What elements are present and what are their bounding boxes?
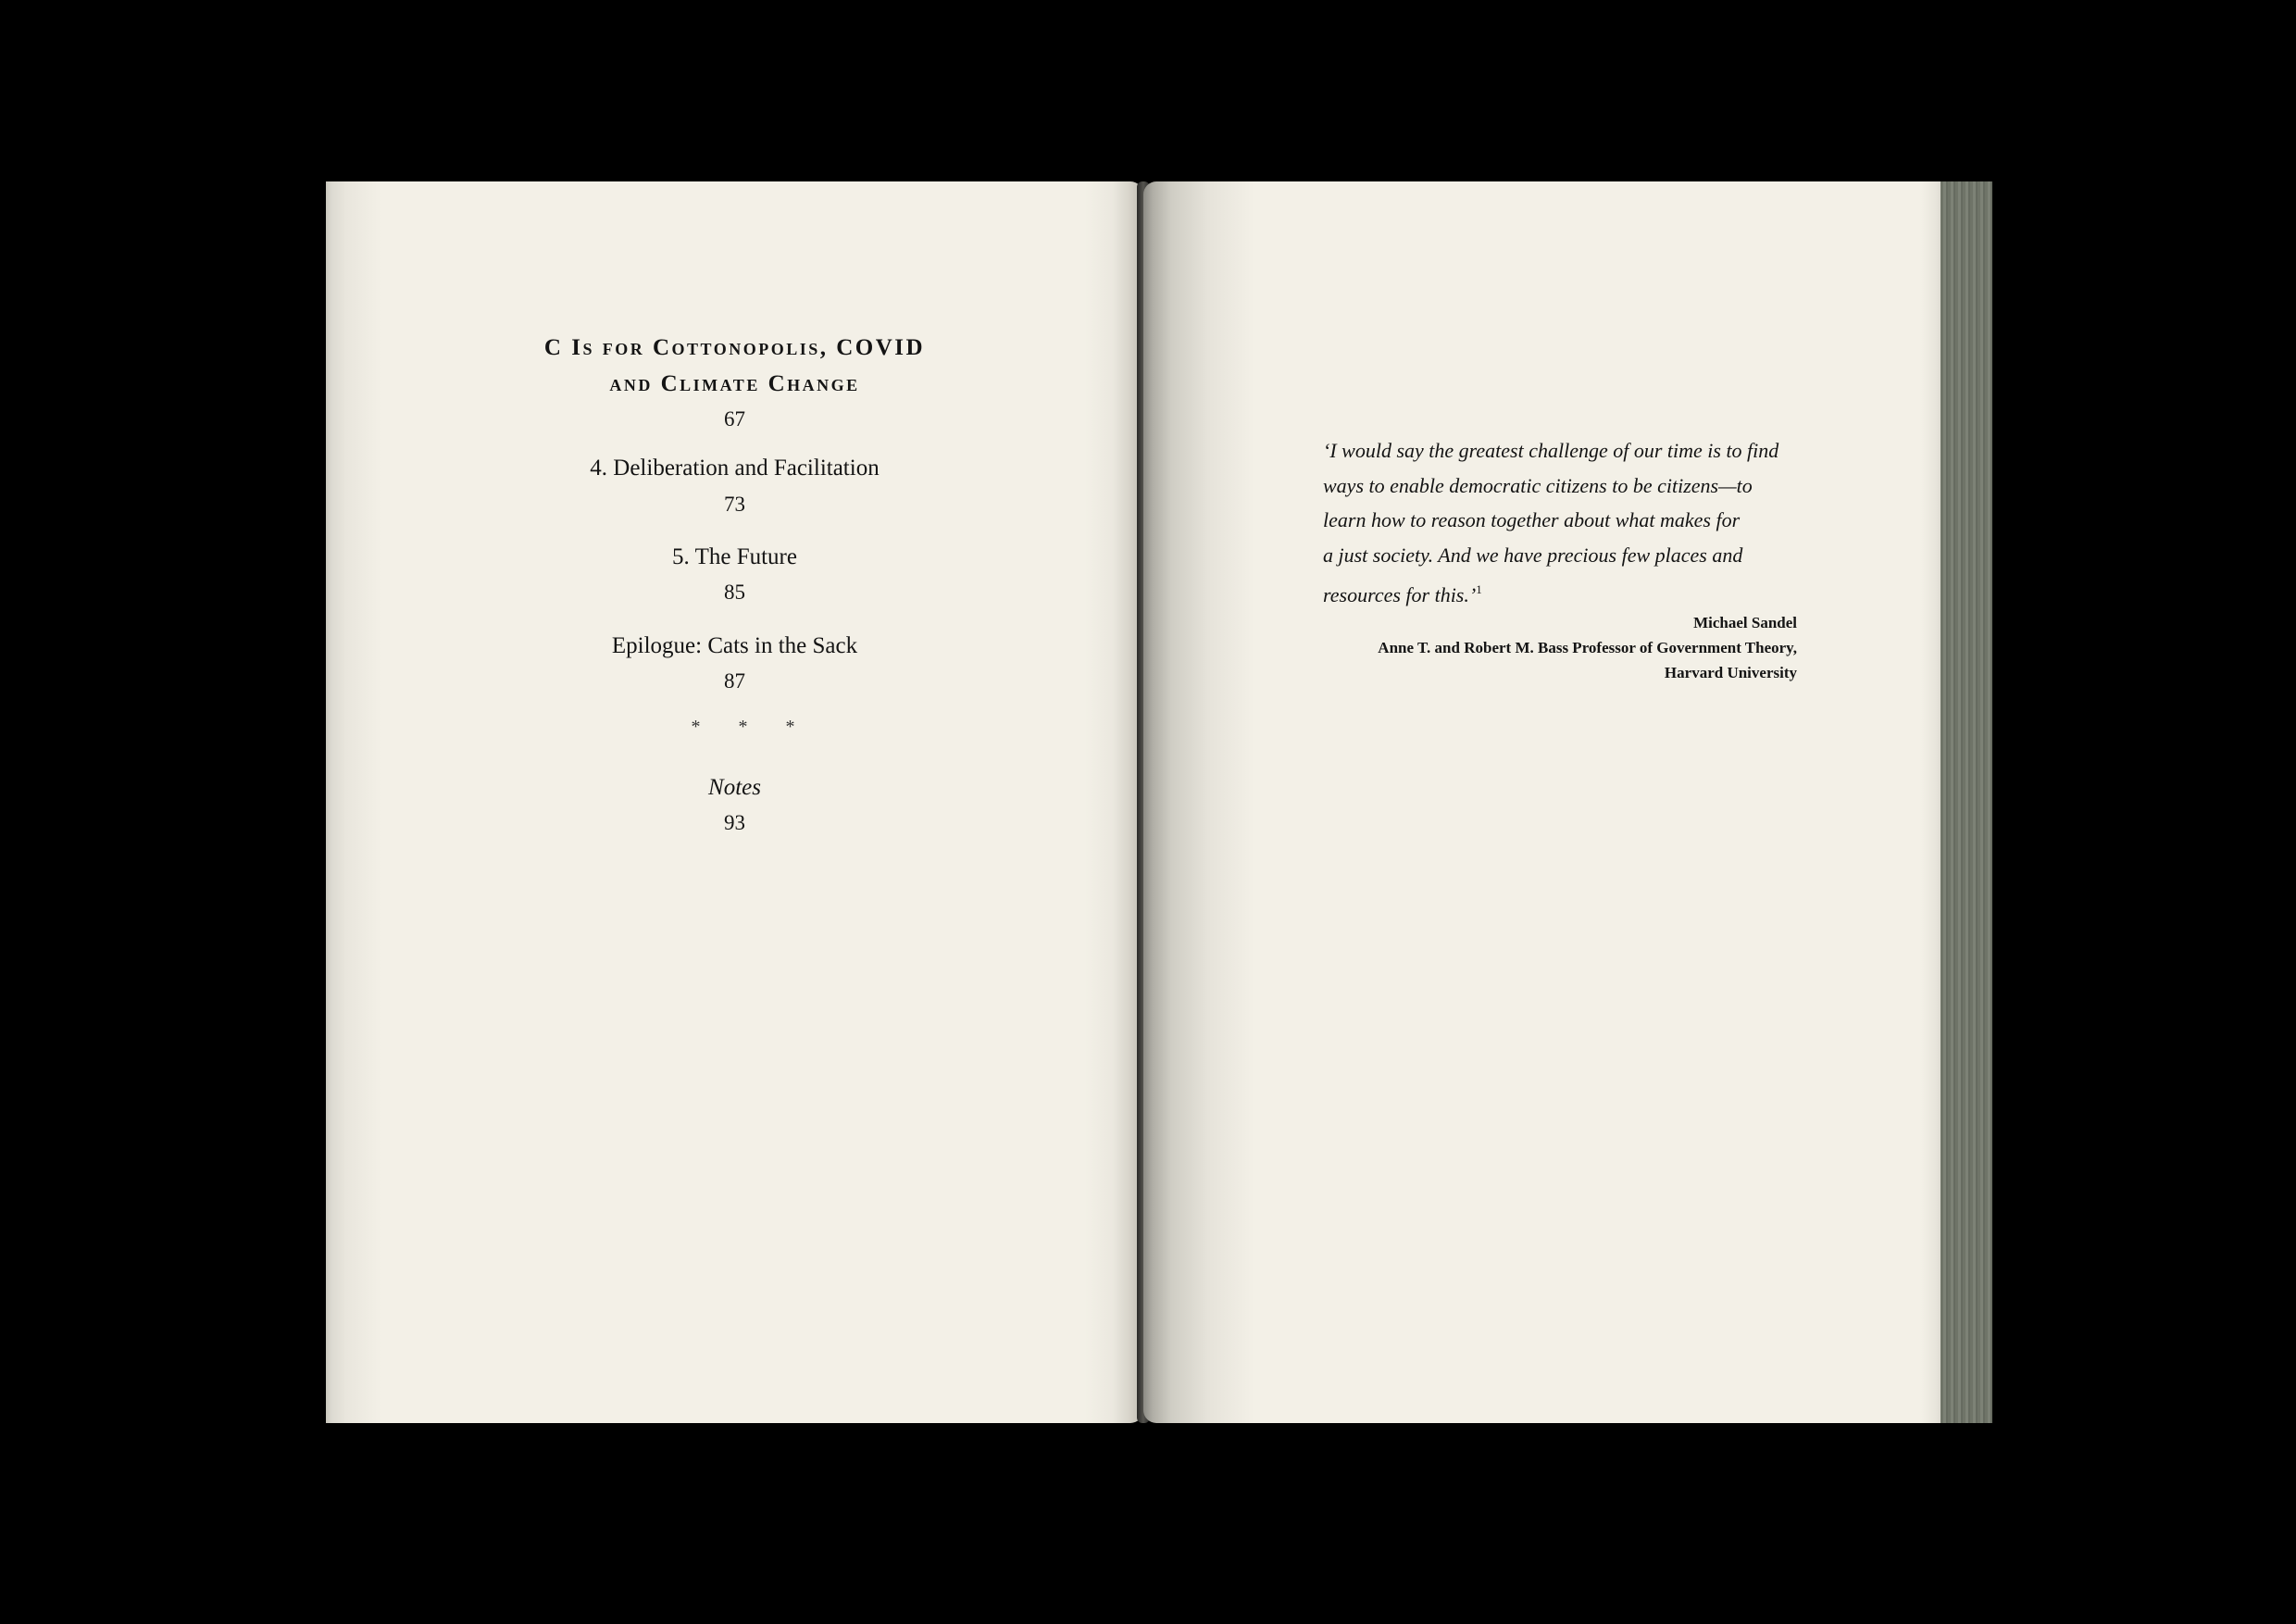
quote-line: ‘I would say the greatest challenge of our time is to find — [1323, 439, 1779, 462]
quote-line: a just society. And we have precious few places and — [1323, 543, 1743, 567]
toc-heading-page: 67 — [724, 407, 745, 431]
toc-notes: Notes — [708, 775, 761, 800]
attribution-name: Michael Sandel — [1693, 614, 1797, 631]
attribution — [1323, 610, 1797, 685]
left-page — [326, 181, 1143, 1423]
toc-entry-5: 5. The Future — [672, 544, 797, 569]
toc-divider: * * * — [691, 717, 812, 737]
quote-line-end: resources for this.’ — [1323, 583, 1477, 606]
page-block-edge — [1940, 181, 1992, 1423]
quote-line: ways to enable democratic citizens to be citizens—to — [1323, 473, 1753, 497]
toc-entry-epilogue-page: 87 — [724, 669, 745, 693]
toc-entry-4-page: 73 — [724, 493, 745, 516]
attribution-institution: Harvard University — [1664, 664, 1797, 681]
quote-line — [1323, 572, 1797, 613]
quote-line: learn how to reason together about what makes for — [1323, 508, 1741, 531]
toc-entry-5-page: 85 — [724, 581, 745, 604]
right-page — [1143, 181, 1950, 1423]
toc-notes-page: 93 — [724, 811, 745, 834]
toc-entry-4: 4. Deliberation and Facilitation — [590, 456, 880, 481]
attribution-title: Anne T. and Robert M. Bass Professor of Government Theory, — [1378, 639, 1797, 656]
toc-entry-epilogue: Epilogue: Cats in the Sack — [611, 633, 858, 658]
toc-heading-line2: and Climate Change — [609, 371, 860, 396]
toc-heading-line1: C Is for Cottonopolis, COVID — [543, 335, 926, 360]
footnote-marker: 1 — [1476, 582, 1482, 596]
toc-heading — [326, 330, 1143, 402]
epigraph-quote — [1323, 433, 1797, 613]
